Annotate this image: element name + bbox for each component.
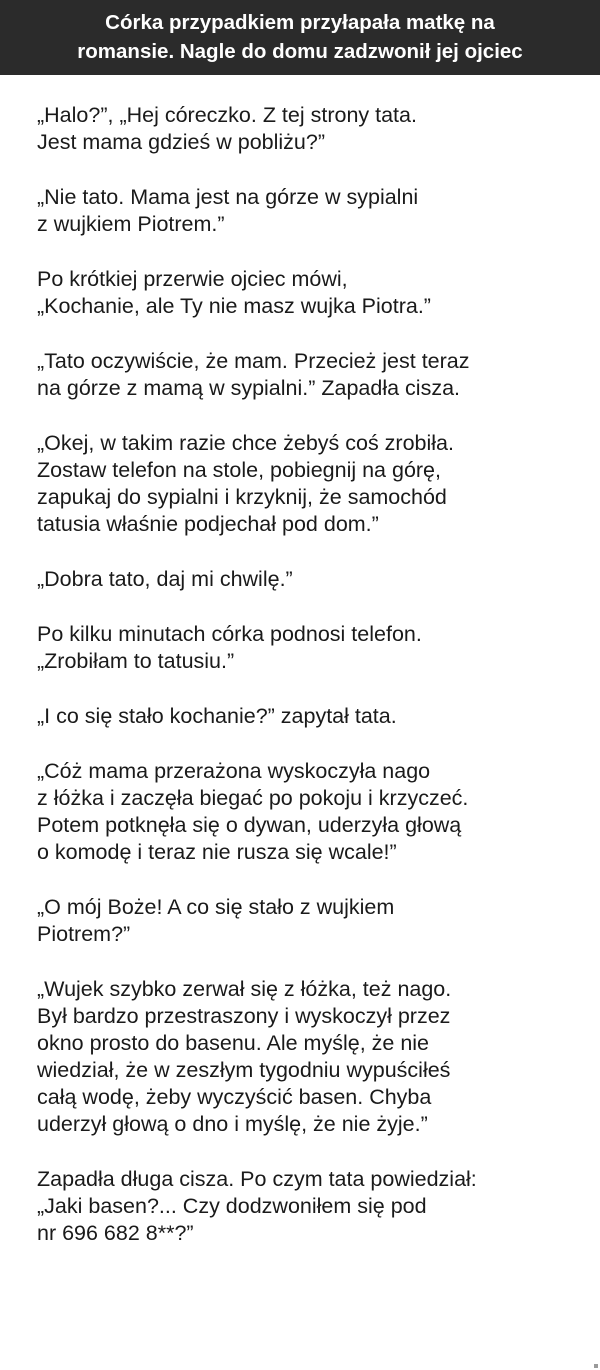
story-line: z wujkiem Piotrem.” — [37, 212, 225, 236]
story-line: „Tato oczywiście, że mam. Przecież jest teraz — [37, 349, 470, 373]
story-line: „Jaki basen?... Czy dodzwoniłem się pod — [37, 1194, 427, 1218]
story-line: Był bardzo przestraszony i wyskoczył przez — [37, 1004, 451, 1028]
story-line: Potem potknęła się o dywan, uderzyła głową — [37, 813, 462, 837]
title-line-1: Córka przypadkiem przyłapała matkę na — [105, 11, 495, 34]
story-line: „Dobra tato, daj mi chwilę.” — [37, 567, 293, 591]
story-line: „Nie tato. Mama jest na górze w sypialni — [37, 185, 419, 209]
story-line: uderzył głową o dno i myślę, że nie żyje.” — [37, 1112, 428, 1136]
story-paragraph — [37, 102, 587, 156]
story-line: o komodę i teraz nie rusza się wcale!” — [37, 840, 397, 864]
story-line: Jest mama gdzieś w pobliżu?” — [37, 130, 325, 154]
story-line: „Cóż mama przerażona wyskoczyła nago — [37, 759, 431, 783]
story-line: „Okej, w takim razie chce żebyś coś zrobiła. — [37, 431, 454, 455]
story-line: Po kilku minutach córka podnosi telefon. — [37, 622, 422, 646]
story-line: zapukaj do sypialni i krzyknij, że samochód — [37, 485, 447, 509]
story-line: wiedział, że w zeszłym tygodniu wypuściłeś — [37, 1058, 451, 1082]
story-line: Piotrem?” — [37, 922, 131, 946]
title-line-2: romansie. Nagle do domu zadzwonił jej ojciec — [77, 40, 523, 63]
story-line: „Wujek szybko zerwał się z łóżka, też nago. — [37, 977, 452, 1001]
story-line: Zapadła długa cisza. Po czym tata powiedział: — [37, 1167, 477, 1191]
story-paragraph — [37, 758, 587, 866]
story-paragraph — [37, 266, 587, 320]
story-line: okno prosto do basenu. Ale myślę, że nie — [37, 1031, 430, 1055]
story-line: na górze z mamą w sypialni.” Zapadła cisza. — [37, 376, 461, 400]
story-line: „I co się stało kochanie?” zapytał tata. — [37, 704, 397, 728]
story-line: z łóżka i zaczęła biegać po pokoju i krzyczeć. — [37, 786, 469, 810]
story-line: Po krótkiej przerwie ojciec mówi, — [37, 267, 348, 291]
story-line: „O mój Boże! A co się stało z wujkiem — [37, 895, 395, 919]
story-line: „Zrobiłam to tatusiu.” — [37, 649, 235, 673]
story-line: Zostaw telefon na stole, pobiegnij na górę, — [37, 458, 441, 482]
story-paragraph — [37, 348, 587, 402]
story-paragraph — [37, 621, 587, 675]
story-paragraph — [37, 184, 587, 238]
story-paragraph — [37, 703, 587, 730]
title-banner — [0, 0, 600, 75]
story-line: nr 696 682 8**?” — [37, 1221, 194, 1245]
story-line: „Kochanie, ale Ty nie masz wujka Piotra.” — [37, 294, 431, 318]
story-paragraph — [37, 1166, 587, 1247]
story-paragraph — [37, 976, 587, 1138]
story-paragraph — [37, 894, 587, 948]
story-text — [37, 102, 587, 1275]
corner-dot — [594, 1364, 598, 1368]
story-paragraph — [37, 430, 587, 538]
story-line: całą wodę, żeby wyczyścić basen. Chyba — [37, 1085, 432, 1109]
story-paragraph — [37, 566, 587, 593]
story-line: „Halo?”, „Hej córeczko. Z tej strony tata. — [37, 103, 417, 127]
story-line: tatusia właśnie podjechał pod dom.” — [37, 512, 379, 536]
